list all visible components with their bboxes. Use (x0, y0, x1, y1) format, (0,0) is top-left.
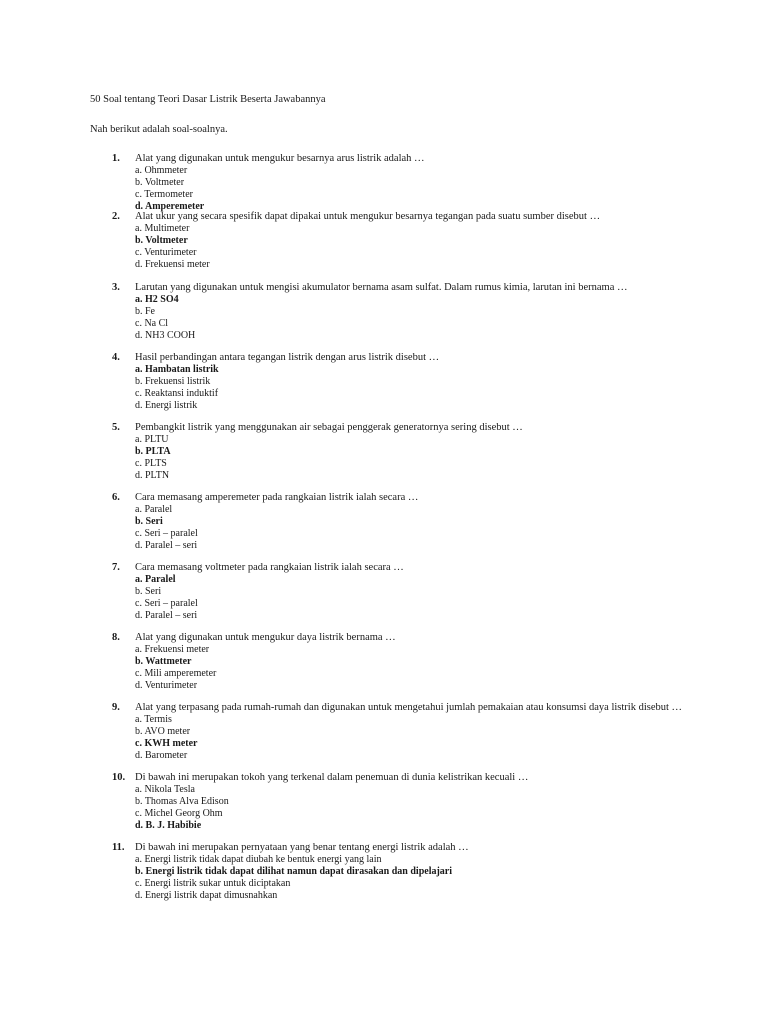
answer-options (135, 784, 229, 832)
question-text: Pembangkit listrik yang menggunakan air sebagai penggerak generatornya sering disebut … (135, 422, 523, 433)
answer-option-correct: a. Hambatan listrik (135, 364, 219, 375)
question-number: 11. (112, 842, 125, 853)
question-text: Larutan yang digunakan untuk mengisi akumulator bernama asam sulfat. Dalam rumus kimia, larutan ini bernama … (135, 282, 628, 293)
answer-option: d. Barometer (135, 750, 188, 761)
question-number: 9. (112, 702, 120, 713)
answer-option: b. Frekuensi listrik (135, 376, 211, 387)
answer-option-correct: d. Amperemeter (135, 201, 205, 212)
answer-option: c. Na Cl (135, 318, 169, 329)
answer-option: c. Michel Georg Ohm (135, 808, 223, 819)
answer-option: d. Paralel – seri (135, 540, 198, 551)
answer-option: c. Seri – paralel (135, 528, 198, 539)
answer-options (135, 223, 210, 271)
question-text: Alat yang terpasang pada rumah-rumah dan digunakan untuk mengetahui jumlah pemakaian atau konsumsi daya listrik disebut … (135, 702, 683, 713)
answer-option: a. Energi listrik tidak dapat diubah ke bentuk energi yang lain (135, 854, 382, 865)
answer-option-correct: b. Voltmeter (135, 235, 188, 246)
answer-options (135, 434, 171, 482)
answer-option-correct: b. Wattmeter (135, 656, 192, 667)
answer-option: a. PLTU (135, 434, 169, 445)
question-text: Alat yang digunakan untuk mengukur besarnya arus listrik adalah … (135, 153, 425, 164)
answer-option: d. Energi listrik (135, 400, 198, 411)
answer-option-correct: a. H2 SO4 (135, 294, 179, 305)
answer-options (135, 854, 452, 902)
answer-option-correct: c. KWH meter (135, 738, 198, 749)
answer-option-correct: b. Seri (135, 516, 163, 527)
answer-option: d. Frekuensi meter (135, 259, 210, 270)
question-number: 6. (112, 492, 120, 503)
answer-option: d. NH3 COOH (135, 330, 196, 341)
answer-option: d. Venturimeter (135, 680, 198, 691)
answer-options (135, 364, 219, 412)
question-number: 8. (112, 632, 120, 643)
answer-option: c. Mili amperemeter (135, 668, 217, 679)
question-text: Alat yang digunakan untuk mengukur daya listrik bernama … (135, 632, 396, 643)
question-number: 3. (112, 282, 120, 293)
answer-option: a. Paralel (135, 504, 173, 515)
question-text: Di bawah ini merupakan tokoh yang terkenal dalam penemuan di dunia kelistrikan kecuali … (135, 772, 529, 783)
answer-options (135, 294, 195, 342)
answer-options (135, 165, 204, 213)
answer-option-correct: a. Paralel (135, 574, 176, 585)
question-number: 4. (112, 352, 120, 363)
question-number: 10. (112, 772, 126, 783)
answer-option: b. Seri (135, 586, 162, 597)
question-number: 7. (112, 562, 120, 573)
answer-option: b. AVO meter (135, 726, 191, 737)
answer-option: b. Voltmeter (135, 177, 185, 188)
answer-option: c. Reaktansi induktif (135, 388, 219, 399)
question-text: Cara memasang voltmeter pada rangkaian listrik ialah secara … (135, 562, 404, 573)
answer-option: c. Termometer (135, 189, 193, 200)
intro-text: Nah berikut adalah soal-soalnya. (90, 124, 228, 135)
answer-option: c. Seri – paralel (135, 598, 198, 609)
answer-options (135, 644, 216, 692)
question-number: 5. (112, 422, 120, 433)
answer-option: a. Ohmmeter (135, 165, 188, 176)
answer-options (135, 574, 198, 622)
answer-option: a. Frekuensi meter (135, 644, 210, 655)
answer-option: a. Termis (135, 714, 172, 725)
answer-option-correct: d. B. J. Habibie (135, 820, 202, 831)
question-number: 1. (112, 153, 120, 164)
answer-options (135, 504, 198, 552)
answer-option: c. Venturimeter (135, 247, 197, 258)
answer-option: c. PLTS (135, 458, 167, 469)
question-text: Cara memasang amperemeter pada rangkaian listrik ialah secara … (135, 492, 419, 503)
answer-option: b. Thomas Alva Edison (135, 796, 229, 807)
answer-option: a. Multimeter (135, 223, 190, 234)
answer-option-correct: b. Energi listrik tidak dapat dilihat namun dapat dirasakan dan dipelajari (135, 866, 453, 877)
question-text: Hasil perbandingan antara tegangan listrik dengan arus listrik disebut … (135, 352, 440, 363)
answer-option: c. Energi listrik sukar untuk diciptakan (135, 878, 291, 889)
answer-option: b. Fe (135, 306, 155, 317)
answer-option: d. Paralel – seri (135, 610, 198, 621)
question-text: Di bawah ini merupakan pernyataan yang benar tentang energi listrik adalah … (135, 842, 469, 853)
answer-options (135, 714, 197, 762)
answer-option: a. Nikola Tesla (135, 784, 195, 795)
question-text: Alat ukur yang secara spesifik dapat dipakai untuk mengukur besarnya tegangan pada suatu sumber disebut … (135, 211, 601, 222)
document-title: 50 Soal tentang Teori Dasar Listrik Beserta Jawabannya (90, 94, 326, 105)
answer-option: d. PLTN (135, 470, 170, 481)
answer-option-correct: b. PLTA (135, 446, 171, 457)
answer-option: d. Energi listrik dapat dimusnahkan (135, 890, 278, 901)
question-number: 2. (112, 211, 120, 222)
